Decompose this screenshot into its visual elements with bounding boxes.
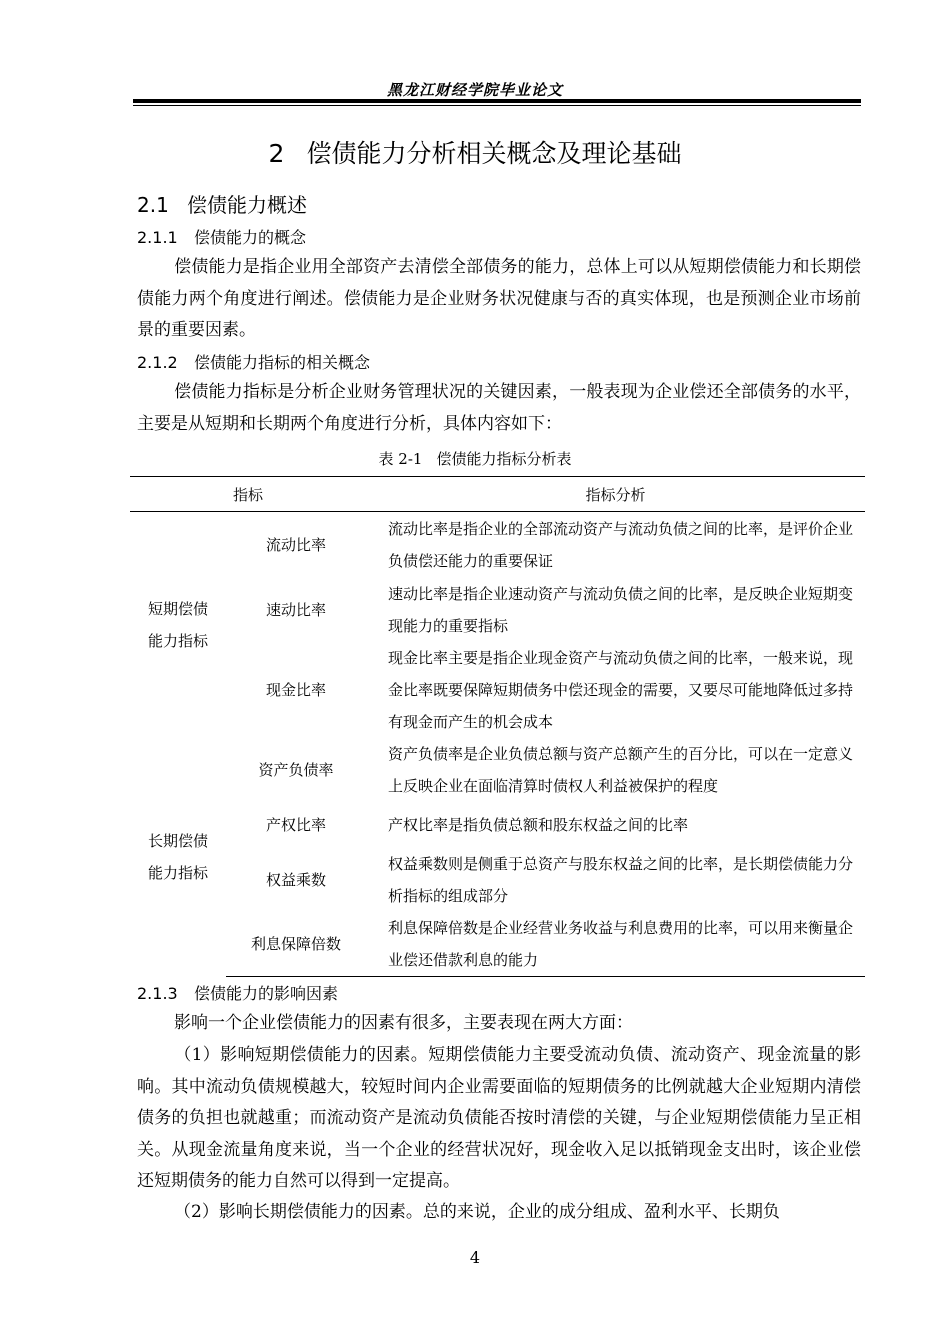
table-row xyxy=(130,512,865,578)
paragraph-text: （2）影响长期偿债能力的因素。总的来说，企业的成分组成、盈利水平、长期负 xyxy=(174,1202,780,1222)
section-number: 2.1.3 xyxy=(137,984,178,1003)
indicator-desc: 利息保障倍数是企业经营业务收益与利息费用的比率，可以用来衡量企业偿还借款利息的能力 xyxy=(366,912,865,977)
table-caption-title: 偿债能力指标分析表 xyxy=(436,450,572,468)
paragraph-2-1-2 xyxy=(137,377,861,440)
indicator-name: 利息保障倍数 xyxy=(226,912,366,977)
table-row xyxy=(130,642,865,738)
header-rule-thin xyxy=(133,105,861,106)
indicator-name: 产权比率 xyxy=(265,816,326,834)
indicator-desc: 资产负债率是企业负债总额与资产总额产生的百分比，可以在一定意义上反映企业在面临清算时债权人利益被保护的程度 xyxy=(388,744,854,795)
indicator-desc: 速动比率是指企业速动资产与流动负债之间的比率，是反映企业短期变现能力的重要指标 xyxy=(388,584,854,635)
paragraph-2-1-3-intro xyxy=(137,1008,861,1040)
indicator-desc: 产权比率是指负债总额和股东权益之间的比率 xyxy=(388,815,689,834)
chapter-title xyxy=(0,134,950,170)
section-number: 2.1.2 xyxy=(137,353,178,372)
paragraph-2-1-1 xyxy=(137,252,861,347)
section-number: 2.1.1 xyxy=(137,228,178,247)
table-row xyxy=(130,802,865,848)
running-header: 黑龙江财经学院毕业论文 xyxy=(386,81,563,99)
section-title: 偿债能力概述 xyxy=(187,193,307,217)
section-heading-2-1-3 xyxy=(137,981,338,1004)
paragraph-text: 偿债能力指标是分析企业财务管理状况的关键因素，一般表现为企业偿还全部债务的水平，主要是从短期和长期两个角度进行分析，具体内容如下： xyxy=(137,382,861,434)
paragraph-2-1-3-short-term xyxy=(137,1040,861,1198)
table-caption xyxy=(0,448,950,469)
table-row xyxy=(130,738,865,802)
group-label-short-term: 短期偿债能力指标 xyxy=(147,599,208,650)
table-row xyxy=(130,912,865,977)
indicator-desc: 现金比率主要是指企业现金资产与流动负债之间的比率，一般来说，现金比率既要保障短期债务中偿还现金的需要，又要尽可能地降低过多持有现金而产生的机会成本 xyxy=(388,648,854,731)
indicator-name: 速动比率 xyxy=(265,601,326,619)
header-rule-thick xyxy=(133,99,861,103)
section-title: 偿债能力的影响因素 xyxy=(194,984,339,1003)
indicator-name: 资产负债率 xyxy=(258,761,334,779)
chapter-title-text: 偿债能力分析相关概念及理论基础 xyxy=(306,139,682,168)
section-heading-2-1-1 xyxy=(137,225,306,248)
indicator-name: 流动比率 xyxy=(265,536,326,555)
section-heading-2-1 xyxy=(137,189,307,218)
header-indicator: 指标 xyxy=(130,477,366,512)
indicator-desc: 流动比率是指企业的全部流动资产与流动负债之间的比率，是评价企业负债偿还能力的重要保证 xyxy=(388,519,854,570)
table-row xyxy=(130,848,865,912)
table-header-row xyxy=(130,477,865,512)
section-heading-2-1-2 xyxy=(137,350,370,373)
indicator-name: 现金比率 xyxy=(265,681,326,699)
table-row xyxy=(130,578,865,642)
table-caption-number: 表 2-1 xyxy=(378,450,423,468)
section-number: 2.1 xyxy=(137,193,169,217)
paragraph-text: 偿债能力是指企业用全部资产去清偿全部债务的能力，总体上可以从短期偿债能力和长期偿债能力两个角度进行阐述。偿债能力是企业财务状况健康与否的真实体现，也是预测企业市场前景的重要因素。 xyxy=(137,257,861,340)
section-title: 偿债能力指标的相关概念 xyxy=(194,353,371,372)
section-title: 偿债能力的概念 xyxy=(194,228,307,247)
paragraph-2-1-3-long-term xyxy=(137,1197,861,1229)
paragraph-text: （1）影响短期偿债能力的因素。短期偿债能力主要受流动负债、流动资产、现金流量的影响。其中流动负债规模越大，较短时间内企业需要面临的短期债务的比例就越大企业短期内清偿债务的负担也就越重；而流动资产是流动负债能否按时清偿的关键，与企业短期偿债能力呈正相关。从现金流量角度来说，当一个企业的经营状况好，现金收入足以抵销现金支出时，该企业偿还短期债务的能力自然可以得到一定提高。 xyxy=(137,1045,861,1191)
solvency-indicator-table xyxy=(130,476,865,977)
page-number: 4 xyxy=(469,1248,481,1267)
chapter-number: 2 xyxy=(268,139,285,168)
indicator-name: 权益乘数 xyxy=(265,871,326,889)
group-label-long-term: 长期偿债能力指标 xyxy=(147,831,208,882)
indicator-desc: 权益乘数则是侧重于总资产与股东权益之间的比率，是长期偿债能力分析指标的组成部分 xyxy=(388,854,854,905)
paragraph-text: 影响一个企业偿债能力的因素有很多，主要表现在两大方面： xyxy=(174,1013,633,1033)
header-analysis: 指标分析 xyxy=(366,477,865,512)
